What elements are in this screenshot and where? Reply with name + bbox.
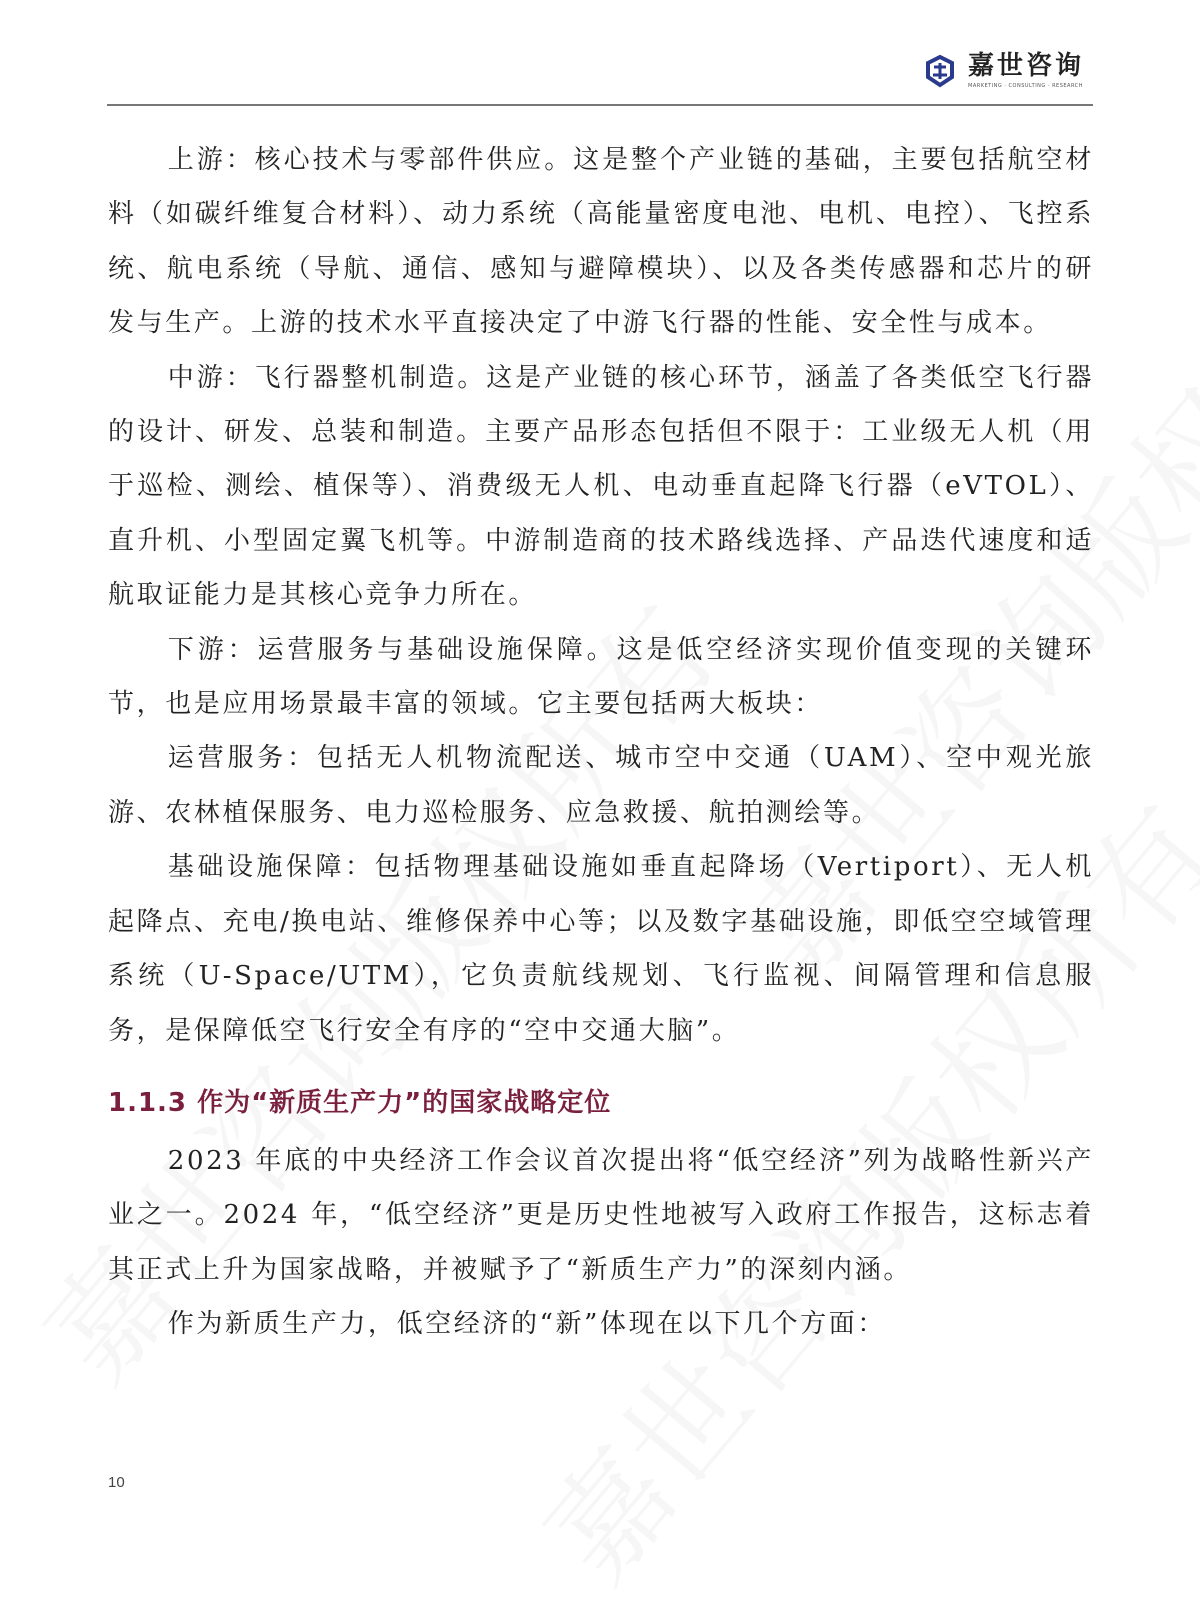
logo-tagline: MARKETING · CONSULTING · RESEARCH <box>968 83 1083 89</box>
logo-icon <box>922 53 958 89</box>
page-number: 10 <box>108 1474 125 1491</box>
paragraph-midstream: 中游：飞行器整机制造。这是产业链的核心环节，涵盖了各类低空飞行器的设计、研发、总装和制造。主要产品形态包括但不限于：工业级无人机（用于巡检、测绘、植保等）、消费级无人机、电动垂直起降飞行器（eVTOL）、直升机、小型固定翼飞机等。中游制造商的技术路线选择、产品迭代速度和适航取证能力是其核心竞争力所在。 <box>108 362 1094 611</box>
section-paragraph: 作为新质生产力，低空经济的“新”体现在以下几个方面： <box>167 1309 886 1340</box>
paragraph-upstream: 上游：核心技术与零部件供应。这是整个产业链的基础，主要包括航空材料（如碳纤维复合材料）、动力系统（高能量密度电池、电机、电控）、飞控系统、航电系统（导航、通信、感知与避障模块）、以及各类传感器和芯片的研发与生产。上游的技术水平直接决定了中游飞行器的性能、安全性与成本。 <box>108 145 1094 339</box>
company-logo <box>922 52 1084 89</box>
section-paragraph: 2023 年底的中央经济工作会议首次提出将“低空经济”列为战略性新兴产业之一。2024 年，“低空经济”更是历史性地被写入政府工作报告，这标志着其正式上升为国家战略，并被赋予了“新质生产力”的深刻内涵。 <box>108 1145 1094 1285</box>
paragraph-downstream: 下游：运营服务与基础设施保障。这是低空经济实现价值变现的关键环节，也是应用场景最丰富的领域。它主要包括两大板块： <box>108 634 1094 720</box>
header-divider <box>107 104 1093 106</box>
paragraph-infrastructure: 基础设施保障：包括物理基础设施如垂直起降场（Vertiport）、无人机起降点、充电/换电站、维修保养中心等；以及数字基础设施，即低空空域管理系统（U-Space/UTM），它负责航线规划、飞行监视、间隔管理和信息服务，是保障低空飞行安全有序的“空中交通大脑”。 <box>108 852 1094 1046</box>
logo-name: 嘉世咨询 <box>968 51 1085 81</box>
paragraph-operations: 运营服务：包括无人机物流配送、城市空中交通（UAM）、空中观光旅游、农林植保服务、电力巡检服务、应急救援、航拍测绘等。 <box>108 743 1094 828</box>
document-body <box>108 133 1094 1352</box>
section-heading: 1.1.3 作为“新质生产力”的国家战略定位 <box>108 1087 612 1118</box>
